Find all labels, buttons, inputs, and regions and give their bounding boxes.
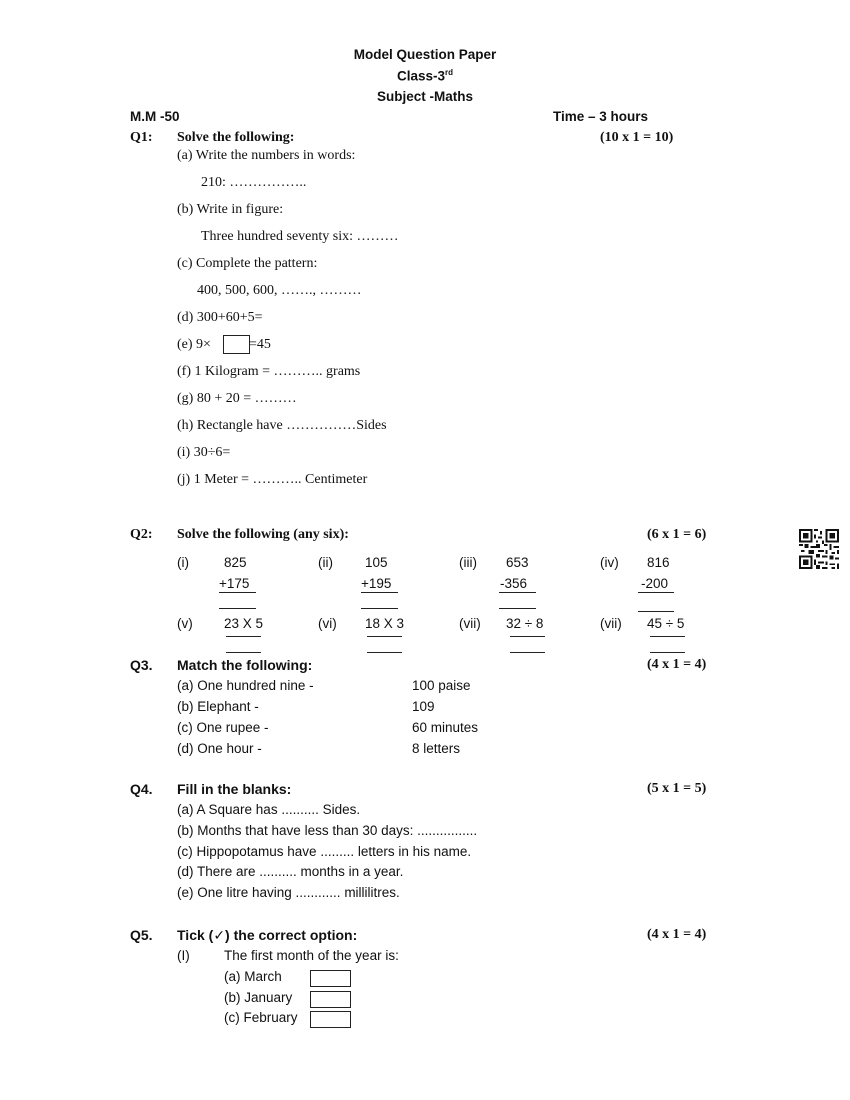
class-label: Class-3 xyxy=(396,68,446,84)
q2-item-bottom: +195 xyxy=(361,576,392,591)
q3-marks: (4 x 1 = 4) xyxy=(647,657,707,672)
q5-option-label: (a) March xyxy=(224,969,282,984)
q2-item-top: 825 xyxy=(224,555,247,570)
q1-e-pre: (e) 9× xyxy=(177,337,211,352)
q3-left-item: (d) One hour - xyxy=(177,741,262,756)
q4-marks: (5 x 1 = 5) xyxy=(647,781,707,796)
q5-option-label: (b) January xyxy=(224,990,293,1005)
q3-right-item: 109 xyxy=(412,699,435,714)
q1-a: (a) Write the numbers in words: xyxy=(177,148,356,163)
q4-item: (e) One litre having ............ millilitres. xyxy=(177,885,400,900)
q2-item-label: (vii) xyxy=(459,616,481,631)
q5-marks: (4 x 1 = 4) xyxy=(647,927,707,942)
q1-b: (b) Write in figure: xyxy=(177,202,284,217)
q1-h: (h) Rectangle have ……………Sides xyxy=(177,418,387,433)
q2-answer-line xyxy=(650,636,685,637)
q2-answer-line xyxy=(510,652,545,653)
q5-number: Q5. xyxy=(130,927,153,943)
q2-answer-line xyxy=(499,608,536,609)
q2-item-label: (vii) xyxy=(600,616,622,631)
max-marks: M.M -50 xyxy=(130,109,180,124)
time-allowed: Time – 3 hours xyxy=(553,109,649,124)
q1-d: (d) 300+60+5= xyxy=(177,310,263,325)
q3-right-item: 60 minutes xyxy=(412,720,479,735)
q1-c-line: 400, 500, 600, ……., ……… xyxy=(197,283,362,298)
q2-answer-line xyxy=(226,652,261,653)
q2-marks: (6 x 1 = 6) xyxy=(647,527,707,542)
q3-title: Match the following: xyxy=(177,657,313,673)
q5-option-label: (c) February xyxy=(224,1010,298,1025)
q2-sum-line xyxy=(499,592,536,593)
q1-number: Q1: xyxy=(130,130,153,145)
q2-answer-line xyxy=(361,608,398,609)
q3-number: Q3. xyxy=(130,657,153,673)
q3-left-item: (b) Elephant - xyxy=(177,699,259,714)
q5-option-checkbox[interactable] xyxy=(310,970,351,987)
q1-marks: (10 x 1 = 10) xyxy=(600,130,674,145)
q5-title-post: ) the correct option: xyxy=(225,927,358,943)
subject-heading: Subject -Maths xyxy=(376,89,473,104)
q2-sum-line xyxy=(361,592,398,593)
q2-item-bottom: -200 xyxy=(641,576,669,591)
q4-title: Fill in the blanks: xyxy=(177,781,292,797)
q2-answer-line xyxy=(367,636,402,637)
q2-item-expr: 45 ÷ 5 xyxy=(647,616,685,631)
q2-item-label: (iii) xyxy=(459,555,477,570)
q1-e-post: =45 xyxy=(249,337,271,352)
q2-sum-line xyxy=(219,592,256,593)
class-heading xyxy=(0,68,850,84)
q3-right-item: 8 letters xyxy=(412,741,461,756)
q1-j: (j) 1 Meter = ……….. Centimeter xyxy=(177,472,368,487)
q2-sum-line xyxy=(638,592,674,593)
q4-item: (d) There are .......... months in a year. xyxy=(177,864,404,879)
q2-answer-line xyxy=(367,652,402,653)
qr-code-icon xyxy=(799,529,839,569)
q1-i: (i) 30÷6= xyxy=(177,445,231,460)
q2-item-bottom: -356 xyxy=(500,576,528,591)
tick-icon: ✓ xyxy=(213,928,226,944)
q2-answer-line xyxy=(219,608,256,609)
q2-answer-line xyxy=(650,652,685,653)
q1-b-line: Three hundred seventy six: ……… xyxy=(201,229,399,244)
q1-c: (c) Complete the pattern: xyxy=(177,256,318,271)
q2-item-label: (i) xyxy=(177,555,189,570)
q1-title: Solve the following: xyxy=(177,130,295,145)
q2-item-top: 105 xyxy=(365,555,388,570)
q2-item-label: (vi) xyxy=(318,616,337,631)
q4-item: (c) Hippopotamus have ......... letters in his name. xyxy=(177,844,472,859)
paper-title: Model Question Paper xyxy=(353,47,497,62)
q2-answer-line xyxy=(638,611,674,612)
q5-title-pre: Tick ( xyxy=(177,927,214,943)
q5-sub-label: (I) xyxy=(177,948,190,963)
q5-option-checkbox[interactable] xyxy=(310,991,351,1008)
q3-left-item: (c) One rupee - xyxy=(177,720,269,735)
q1-a-line: 210: …………….. xyxy=(201,175,307,190)
q1-g: (g) 80 + 20 = ……… xyxy=(177,391,297,406)
q2-title: Solve the following (any six): xyxy=(177,527,349,542)
q1-e-answer-box[interactable] xyxy=(223,335,250,354)
class-sup: rd xyxy=(445,68,454,77)
q2-item-bottom: +175 xyxy=(219,576,250,591)
q5-option-checkbox[interactable] xyxy=(310,1011,351,1028)
q2-item-expr: 23 X 5 xyxy=(224,616,264,631)
q5-sub-question: The first month of the year is: xyxy=(224,948,399,963)
q3-right-item: 100 paise xyxy=(412,678,471,693)
q2-item-label: (iv) xyxy=(600,555,619,570)
q2-item-expr: 18 X 3 xyxy=(365,616,405,631)
q2-answer-line xyxy=(226,636,261,637)
q2-item-expr: 32 ÷ 8 xyxy=(506,616,544,631)
q2-number: Q2: xyxy=(130,527,153,542)
q1-f: (f) 1 Kilogram = ……….. grams xyxy=(177,364,361,379)
q4-item: (a) A Square has .......... Sides. xyxy=(177,802,361,817)
q4-number: Q4. xyxy=(130,781,153,797)
q3-left-item: (a) One hundred nine - xyxy=(177,678,314,693)
q2-item-top: 653 xyxy=(506,555,529,570)
q5-title xyxy=(177,927,357,944)
q2-item-label: (v) xyxy=(177,616,193,631)
q2-item-label: (ii) xyxy=(318,555,333,570)
q4-item: (b) Months that have less than 30 days: ................ xyxy=(177,823,478,838)
q2-answer-line xyxy=(510,636,545,637)
q2-item-top: 816 xyxy=(647,555,670,570)
